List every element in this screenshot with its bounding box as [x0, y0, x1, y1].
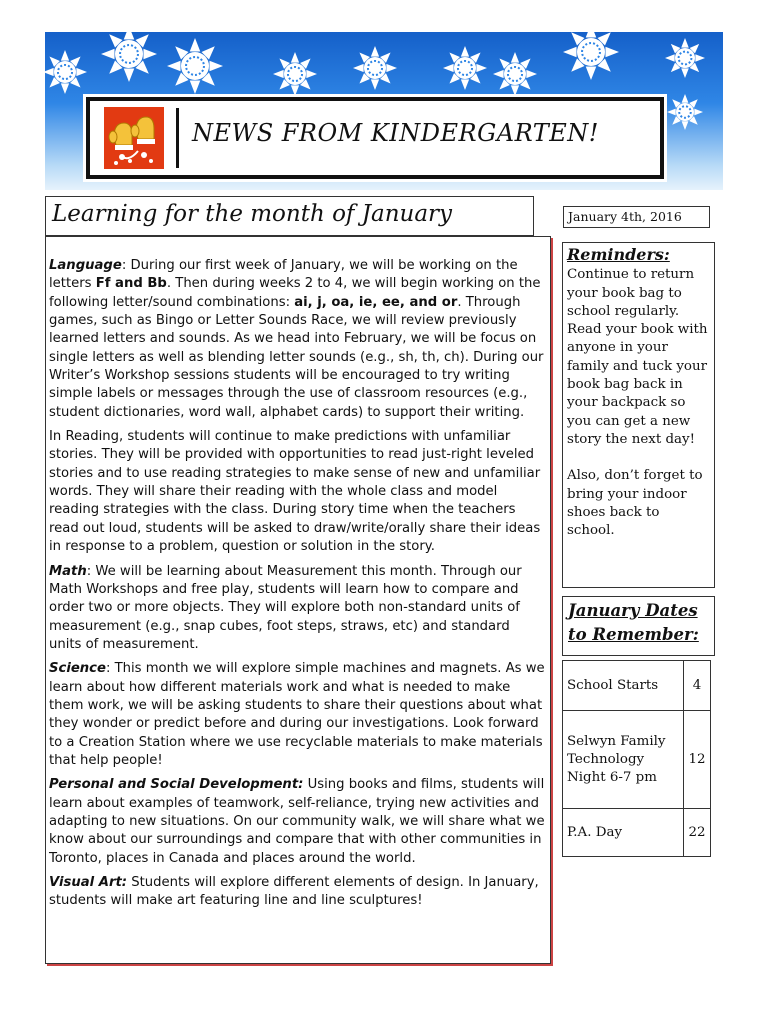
snowflake-icon — [493, 52, 537, 96]
dates-heading: January Dates to Remember: — [562, 596, 715, 656]
reminder-paragraph: Also, don’t forget to bring your indoor shoes back to school. — [567, 468, 703, 539]
table-row — [563, 809, 711, 857]
section-lead: Personal and Social Development: — [49, 777, 304, 793]
date-day: 12 — [684, 711, 711, 809]
snowflake-icon — [563, 32, 619, 80]
table-row — [563, 711, 711, 809]
dates-table — [562, 660, 711, 857]
snowflake-icon — [667, 94, 703, 130]
emphasis-text: Ff and Bb — [95, 276, 167, 292]
title-divider — [176, 108, 179, 168]
mittens-icon — [104, 107, 164, 169]
article-paragraph — [49, 563, 546, 655]
body-text: In Reading, students will continue to make predictions with unfamiliar stories. They will be provided with opportunities to read just-right leveled stories and to use reading strategies to make sense of new and unfamiliar words. They will share their reading with the whole class and model reading strategies with the class. During story time when the teachers read out loud, students will be asked to draw/write/orally share their ideas in response to a problem, question or solution in the story. — [49, 429, 541, 555]
section-lead: Visual Art: — [49, 875, 128, 890]
snowflake-icon — [167, 38, 223, 94]
date-event: Selwyn Family Technology Night 6-7 pm — [563, 711, 684, 809]
section-lead: Science — [49, 661, 106, 677]
article-paragraph — [49, 257, 546, 422]
snowflake-icon — [353, 46, 397, 90]
reminders-box — [562, 242, 715, 588]
body-text: : During our first week of January, we will be working on the letters — [49, 258, 518, 292]
newsletter-title: NEWS FROM KINDERGARTEN! — [192, 119, 599, 147]
main-heading: Learning for the month of January — [45, 196, 534, 236]
date-event: P.A. Day — [563, 809, 684, 857]
body-text: : This month we will explore simple machines and magnets. As we learn about how different materials work and what is needed to make them work, we will be asking students to share their questions about what they wonder or predict before and during our investigations. Look forward to a Creation Station where we use recyclable materials to make materials that help people! — [49, 661, 545, 768]
section-lead: Language — [49, 258, 122, 273]
snowflake-icon — [273, 52, 317, 96]
article-paragraph — [49, 874, 546, 911]
article-paragraph — [49, 428, 546, 556]
body-text: . Through games, such as Bingo or Letter Sounds Race, we will review previously learned letters and sounds. As we head into February, we will be focus on single letters as well as blending letter sounds (e.g., sh, th, ch). During our Writer’s Workshop sessions students will be encouraged to try writing simple labels or messages through the use of classroom resources (e.g., student dictionaries, word wall, alphabet cards) to support their writing. — [49, 294, 544, 420]
snowflake-icon — [101, 32, 157, 82]
date-event: School Starts — [563, 661, 684, 711]
article-paragraph — [49, 776, 546, 868]
date-day: 4 — [684, 661, 711, 711]
body-text: : We will be learning about Measurement this month. Through our Math Workshops and free play, students will learn how to compare and order two or more objects. They will explore both non-standard units of measurement (e.g., snap cubes, foot steps, straws, etc) and standard units of measurement. — [49, 563, 522, 652]
body-text: . Then during weeks 2 to 4, we will begin working on the following letter/sound combinations: — [49, 276, 541, 310]
body-text: Using books and films, students will learn about examples of teamwork, self-reliance, trying new activities and adapting to new situations. On our community walk, we will share what we know about our surroundings and compare that with other communities in Toronto, places in Canada and places around the world. — [49, 777, 545, 866]
section-lead: Math — [49, 563, 87, 579]
title-box — [86, 97, 664, 179]
article-paragraph — [49, 660, 546, 770]
emphasis-text: ai, j, oa, ie, ee, and or — [294, 294, 458, 310]
snowflake-icon — [443, 46, 487, 90]
snowflake-icon — [45, 50, 87, 94]
learning-article — [45, 236, 551, 964]
reminders-title: Reminders: — [567, 245, 670, 264]
newsletter-date: January 4th, 2016 — [563, 206, 710, 228]
snowflake-icon — [665, 38, 705, 78]
date-day: 22 — [684, 809, 711, 857]
table-row — [563, 661, 711, 711]
reminder-paragraph: Continue to return your book bag to school regularly. Read your book with anyone in your family and tuck your book bag back in your backpack so you can get a new story the next day! — [567, 267, 708, 447]
body-text: Students will explore different elements of design. In January, students will make art featuring line and line sculptures! — [49, 875, 539, 909]
